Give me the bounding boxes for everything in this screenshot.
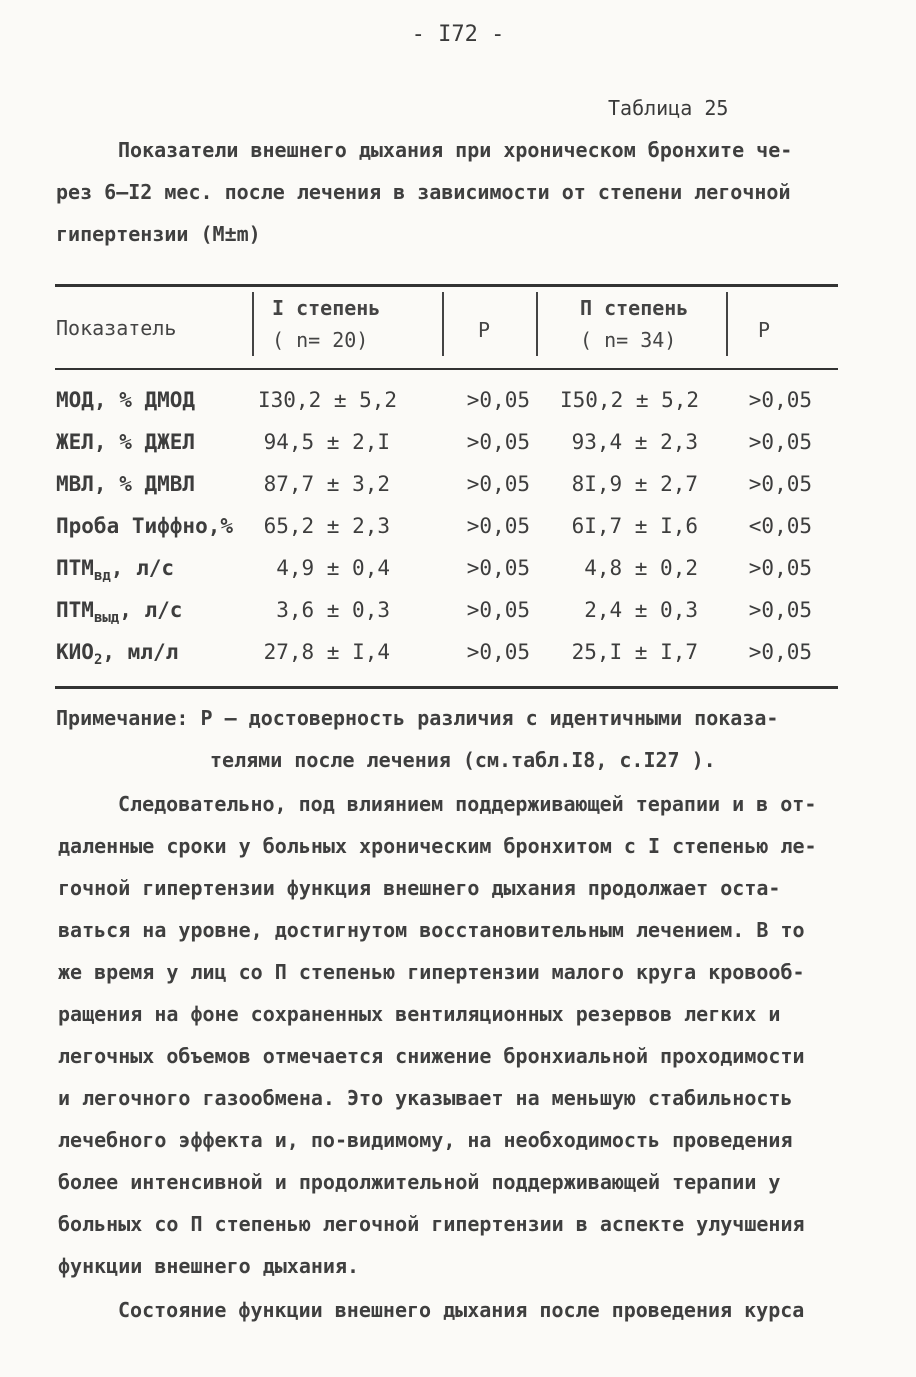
row-degree-1-value: I30,2 ± 5,2 [258, 388, 398, 412]
table-header-rule [55, 368, 838, 370]
header-degree-1: I степень [272, 296, 381, 320]
row-p-1: >0,05 [466, 556, 530, 580]
row-degree-2-value: 93,4 ± 2,3 [571, 430, 698, 454]
header-p-1: P [478, 318, 491, 342]
row-p-1: >0,05 [466, 640, 530, 664]
row-name: $ПТМ_{выд}$, л/с [56, 598, 183, 627]
row-p-2: >0,05 [748, 640, 812, 664]
row-degree-1-value: 4,9 ± 0,4 [276, 556, 390, 580]
paragraph-line: больных со П степенью легочной гипертензии в аспекте улучшения [58, 1212, 805, 1236]
header-indicator: Показатель [56, 316, 177, 340]
row-name: $ПТМ_{вд}$, л/с [56, 556, 175, 585]
row-degree-2-value: 4,8 ± 0,2 [584, 556, 698, 580]
row-name: МОД, % ДМОД [56, 388, 196, 412]
paragraph-line: ваться на уровне, достигнутом восстановительным лечением. В то [58, 918, 805, 942]
header-separator [536, 292, 538, 356]
table-label: Таблица 25 [608, 96, 729, 120]
paragraph-line: и легочного газообмена. Это указывает на меньшую стабильность [58, 1086, 793, 1110]
row-name: ЖЕЛ, % ДЖЕЛ [56, 430, 196, 454]
header-separator [726, 292, 728, 356]
row-degree-2-value: 2,4 ± 0,3 [584, 598, 698, 622]
row-degree-1-value: 87,7 ± 3,2 [263, 472, 390, 496]
caption-line-1: Показатели внешнего дыхания при хроническом бронхите че- [118, 138, 793, 162]
row-p-1: >0,05 [466, 388, 530, 412]
row-p-1: >0,05 [466, 598, 530, 622]
header-degree-1-n: ( n= 20) [272, 328, 369, 352]
paragraph-line: более интенсивной и продолжительной поддерживающей терапии у [58, 1170, 781, 1194]
row-p-1: >0,05 [466, 430, 530, 454]
paragraph-line: функции внешнего дыхания. [58, 1254, 360, 1278]
row-p-2: >0,05 [748, 556, 812, 580]
row-p-2: <0,05 [748, 514, 812, 538]
row-p-2: >0,05 [748, 598, 812, 622]
header-separator [442, 292, 444, 356]
table-top-rule [55, 284, 838, 287]
next-paragraph-line: Состояние функции внешнего дыхания после проведения курса [118, 1298, 805, 1322]
row-p-2: >0,05 [748, 472, 812, 496]
row-p-2: >0,05 [748, 388, 812, 412]
row-degree-2-value: 8I,9 ± 2,7 [571, 472, 698, 496]
header-p-2: P [758, 318, 771, 342]
row-degree-1-value: 65,2 ± 2,3 [263, 514, 390, 538]
table-note-line-1: Примечание: P – достоверность различия с идентичными показа- [56, 706, 779, 730]
table-bottom-rule [55, 686, 838, 689]
page-number: - I72 - [411, 22, 505, 47]
table-note-line-2: телями после лечения (см.табл.I8, с.I27 ). [210, 748, 716, 772]
row-degree-2-value: 25,I ± I,7 [571, 640, 698, 664]
row-degree-1-value: 27,8 ± I,4 [263, 640, 390, 664]
header-degree-2-n: ( n= 34) [580, 328, 677, 352]
caption-line-2: рез 6–I2 мес. после лечения в зависимости от степени легочной [56, 180, 791, 204]
row-degree-1-value: 3,6 ± 0,3 [276, 598, 390, 622]
paragraph-line: лечебного эффекта и, по-видимому, на необходимость проведения [58, 1128, 793, 1152]
row-p-1: >0,05 [466, 472, 530, 496]
row-name: $КИО_2$, мл/л [56, 640, 179, 669]
row-p-2: >0,05 [748, 430, 812, 454]
row-degree-1-value: 94,5 ± 2,I [263, 430, 390, 454]
row-name: МВЛ, % ДМВЛ [56, 472, 196, 496]
paragraph-line: даленные сроки у больных хроническим бронхитом с I степенью ле- [58, 834, 817, 858]
header-degree-2: П степень [580, 296, 689, 320]
caption-line-3: гипертензии (M±m) [56, 222, 261, 246]
row-p-1: >0,05 [466, 514, 530, 538]
paragraph-line: Следовательно, под влиянием поддерживающей терапии и в от- [118, 792, 817, 816]
paragraph-line: ращения на фоне сохраненных вентиляционных резервов легких и [58, 1002, 781, 1026]
paragraph-line: легочных объемов отмечается снижение бронхиальной проходимости [58, 1044, 805, 1068]
row-name: Проба Тиффно,% [56, 514, 234, 538]
row-degree-2-value: 6I,7 ± I,6 [571, 514, 698, 538]
header-separator [252, 292, 254, 356]
paragraph-line: гочной гипертензии функция внешнего дыхания продолжает оста- [58, 876, 781, 900]
row-degree-2-value: I50,2 ± 5,2 [560, 388, 700, 412]
paragraph-line: же время у лиц со П степенью гипертензии малого круга кровооб- [58, 960, 805, 984]
